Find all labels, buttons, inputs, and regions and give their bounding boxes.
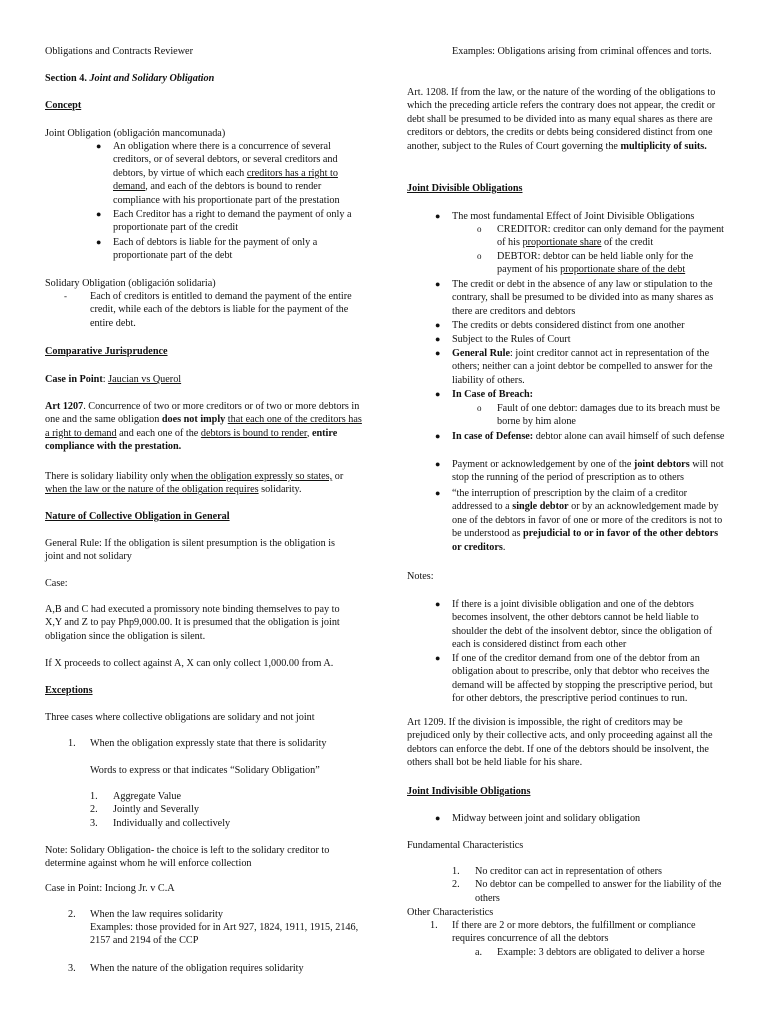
item-text: No debtor can be compelled to answer for the liability of the others	[475, 879, 722, 904]
text-run: joint debtors	[633, 459, 690, 470]
text-run: does not imply	[161, 414, 226, 426]
item-text: Individually and collectively	[113, 817, 231, 829]
bullet-icon: ●	[435, 211, 441, 221]
joint-bullet-1	[96, 140, 358, 207]
text-run: prejudicial to or in favor of the other debtors or creditors	[452, 528, 719, 553]
text-run: debtors is bound to render	[200, 427, 307, 439]
text-run: when the law or the nature of the obligation requires	[45, 484, 259, 496]
examples-criminal: Examples: Obligations arising from criminal offences and torts.	[452, 46, 712, 57]
case-label: Case:	[45, 578, 68, 589]
item-text: Jointly and Severally	[113, 804, 200, 816]
text-run: In case of Defense:	[452, 431, 534, 442]
note-bullet-1	[435, 598, 727, 652]
bullet-text: Each of debtors is liable for the payment of only a proportionate part of the debt	[113, 237, 318, 262]
text-run: General Rule	[452, 348, 511, 359]
case-in-point-1	[45, 373, 181, 386]
sub-text	[497, 250, 725, 277]
words-express-text: Words to express or that indicates “Solidary Obligation”	[90, 765, 320, 776]
text-run: proportionate share of the debt	[560, 264, 686, 276]
text-run: “the interruption of prescription by the claim of a creditor addressed to a	[452, 488, 688, 513]
fundamental-list	[452, 865, 727, 905]
bullet-icon: ●	[435, 389, 441, 399]
note-solidary: Note: Solidary Obligation- the choice is left to the solidary creditor to determine against whom he will enforce collection	[45, 845, 330, 870]
fundamental-list-items	[452, 865, 727, 905]
notes-label: Notes:	[407, 571, 434, 582]
circle-icon: o	[477, 403, 482, 413]
case-text: A,B and C had executed a promissory note binding themselves to pay to X,Y and Z to pay Php9,000.00. It is presumed that the obligation is joint obligation since the obligation is silent.	[45, 604, 340, 642]
text-run: solidarity.	[258, 484, 302, 496]
jdo-bullet-4	[435, 333, 727, 346]
jio-bullet-1	[435, 812, 727, 825]
joint-indivisible-heading: Joint Indivisible Obligations	[407, 786, 531, 797]
jdo-bullet-2	[435, 278, 727, 318]
dash-text: Each of creditors is entitled to demand the payment of the entire credit, while each of the debtors is liable for the payment of the entire debt.	[90, 291, 352, 329]
text-run: or by an acknowledgement made by one of the debtors in favor of one or more of the creditors is not to be understood as	[452, 501, 723, 540]
numbered-item	[452, 878, 727, 905]
text-run: and each one of the	[116, 427, 201, 439]
bullet-text: If one of the creditor demand from one of the debtor from an obligation about to prescribe, only that debtor who receives the demand will be affected by stopping the prescriptive period, but for other debtors, the prescriptive period continues to run.	[452, 653, 713, 705]
text-run: debtor alone can avail himself of such defense	[533, 431, 725, 442]
numbered-item	[90, 790, 360, 803]
jdo-sub-2	[477, 250, 725, 277]
jdo-b6-sub	[477, 402, 725, 429]
joint-divisible-heading: Joint Divisible Obligations	[407, 183, 523, 194]
jdo-bullet-5	[435, 347, 727, 387]
exception-3-text: When the nature of the obligation requires solidarity	[90, 963, 304, 974]
exception-2-number: 2.	[68, 909, 76, 920]
comparative-heading: Comparative Jurisprudence	[45, 346, 168, 357]
jdo-bullet-3	[435, 319, 727, 332]
art-1207	[45, 400, 363, 454]
bullet-text: The credits or debts considered distinct from one another	[452, 320, 685, 331]
nature-heading: Nature of Collective Obligation in General	[45, 511, 230, 522]
text-run: proportionate share	[522, 237, 602, 249]
text-run: DEBTOR: debtor can be held liable only for the payment of his	[497, 251, 694, 276]
sub-text: Fault of one debtor: damages due to its breach must be borne by him alone	[497, 403, 720, 428]
other-text: If there are 2 or more debtors, the fulfillment or compliance requires concurrence of all the debtors	[452, 920, 696, 945]
item-number: 2.	[452, 879, 460, 891]
bullet-icon: ●	[435, 279, 441, 289]
item-number: 1.	[452, 866, 460, 877]
circle-icon: o	[477, 251, 482, 261]
fundamental-label: Fundamental Characteristics	[407, 840, 524, 851]
solidary-liability-text	[45, 470, 357, 497]
bullet-icon: ●	[435, 348, 441, 358]
exception-1-text: When the obligation expressly state that there is solidarity	[90, 738, 327, 749]
general-rule: General Rule: If the obligation is silent presumption is the obligation is joint and not solidary	[45, 538, 336, 563]
text-run: .	[502, 541, 506, 553]
numbered-item	[90, 803, 360, 816]
bullet-text: The most fundamental Effect of Joint Divisible Obligations	[452, 211, 695, 222]
joint-bullet-3	[96, 236, 363, 263]
solidary-dash-item	[64, 290, 365, 330]
words-list	[90, 790, 360, 830]
jdo-bullet-1	[435, 210, 727, 223]
note-bullet-2	[435, 652, 727, 706]
bullet-icon: ●	[435, 334, 441, 344]
bullet-icon: ●	[96, 141, 102, 151]
concept-heading: Concept	[45, 100, 82, 111]
circle-icon: o	[477, 224, 482, 234]
bullet-text: Subject to the Rules of Court	[452, 334, 571, 345]
bullet-icon: ●	[435, 813, 441, 823]
bullet-icon: ●	[435, 431, 441, 441]
item-number: 3.	[90, 817, 98, 829]
section-heading: Section 4. Joint and Solidary Obligation	[45, 73, 215, 84]
text-run: . Concurrence of two or more creditors or of two or more debtors in one and the same obligation	[45, 401, 360, 426]
jdo-sub-1	[477, 223, 725, 250]
text-run: Art 1207	[45, 401, 84, 412]
text-run: :	[102, 374, 109, 385]
sub-text	[497, 223, 725, 250]
text-run: An obligation where there is a concurrence of several creditors, or of several debtors, or several creditors and debtors, by virtue of which each	[113, 141, 338, 179]
bullet-text: Midway between joint and solidary obligation	[452, 813, 641, 824]
three-cases-text: Three cases where collective obligations are solidary and not joint	[45, 712, 315, 723]
doc-title: Obligations and Contracts Reviewer	[45, 46, 193, 57]
text-run: that each one of the creditors has a right to demand	[45, 414, 362, 439]
bullet-text	[452, 487, 727, 554]
rich-text	[113, 140, 358, 207]
jdo-bullet-7	[435, 430, 727, 443]
text-run: CREDITOR: creditor can only demand for the payment of his	[497, 224, 724, 249]
bullet-icon: ●	[435, 599, 441, 609]
text-run: There is solidary liability only	[45, 471, 171, 482]
jdo-bullet-9	[435, 487, 727, 554]
jdo-bullet-8	[435, 458, 727, 485]
bullet-text: The credit or debt in the absence of any law or stipulation to the contrary, shall be presumed to be divided into as many shares as there are creditors and debtors	[452, 279, 714, 317]
jdo-bullet-6	[435, 388, 727, 401]
words-list-items	[90, 790, 360, 830]
bullet-icon: ●	[435, 653, 441, 663]
case-in-point-2: Case in Point: Inciong Jr. v C.A	[45, 883, 175, 894]
bullet-icon: ●	[96, 237, 102, 247]
text-run: , and each of the debtors is bound to render compliance with his proportionate part of the prestation	[113, 181, 340, 206]
bullet-text	[452, 430, 727, 443]
art-1208	[407, 86, 723, 153]
exception-3-number: 3.	[68, 963, 76, 974]
text-run: will not stop the running of the period of prescription as to others	[452, 459, 724, 484]
text-run: Case in Point	[45, 374, 103, 385]
text-run: when the obligation expressly so states,	[170, 471, 333, 482]
other-sub-text: Example: 3 debtors are obligated to deliver a horse	[497, 947, 705, 958]
text-run: of the credit	[601, 237, 654, 249]
text-run: Payment or acknowledgement by one of the	[452, 459, 634, 470]
exceptions-heading: Exceptions	[45, 685, 93, 696]
bullet-text	[452, 347, 727, 387]
joint-bullet-2	[96, 208, 363, 235]
text-run: entire compliance with the prestation.	[45, 427, 338, 453]
x-proceeds-text: If X proceeds to collect against A, X can only collect 1,000.00 from A.	[45, 658, 334, 669]
text-run: ,	[306, 427, 312, 439]
text-run: Jaucian vs Querol	[108, 374, 182, 385]
numbered-item	[452, 865, 727, 878]
other-sub-number: a.	[475, 947, 483, 958]
other-number: 1.	[430, 920, 438, 931]
numbered-item	[90, 817, 360, 830]
item-number: 2.	[90, 804, 98, 816]
dash-icon: -	[64, 291, 67, 301]
bullet-icon: ●	[435, 488, 441, 498]
text-run: multiplicity of suits.	[620, 140, 707, 152]
art-1209: Art 1209. If the division is impossible, the right of creditors may be prejudiced only by their collective acts, and only proceeding against all the debtors can enforce the debt. If one of the debtors should be insolvent, the others shall bot be held liable for his share.	[407, 717, 713, 769]
text-run: creditors has a right to demand	[113, 167, 338, 193]
bullet-icon: ●	[435, 459, 441, 469]
exception-1-number: 1.	[68, 738, 76, 749]
text-run: : joint creditor cannot act in representation of the others; neither can a joint debtor be compelled to answer for the liability of others.	[452, 348, 713, 386]
text-run: or	[332, 471, 344, 482]
bullet-icon: ●	[96, 209, 102, 219]
item-text: No creditor can act in representation of others	[475, 866, 662, 877]
bullet-text	[452, 458, 727, 485]
solidary-obligation-label: Solidary Obligation (obligación solidaria)	[45, 278, 216, 289]
other-label: Other Characteristics	[407, 907, 494, 918]
bullet-text: In Case of Breach:	[452, 389, 534, 400]
bullet-text: Each Creditor has a right to demand the payment of only a proportionate part of the credit	[113, 209, 352, 234]
text-run: Art. 1208. If from the law, or the nature of the wording of the obligations to which the preceding article refers the contrary does not appear, the credit or debt shall be presumed to be divided into as many equal shares as there are creditors or debtors, the credits or debts being considered distinct from one another, subject to the Rules of Court governing the	[407, 87, 716, 152]
joint-obligation-label: Joint Obligation (obligación mancomunada)	[45, 128, 226, 139]
exception-2-text: When the law requires solidarity	[90, 909, 223, 920]
bullet-icon: ●	[435, 320, 441, 330]
item-number: 1.	[90, 791, 98, 802]
bullet-text: If there is a joint divisible obligation and one of the debtors becomes insolvent, the other debtors cannot be held liable to shoulder the debt of the insolvent debtor, since the obligation of each is considered distinct from each other	[452, 599, 713, 651]
exception-2-sub: Examples: those provided for in Art 927, 1824, 1911, 1915, 2146, 2157 and 2194 of the CCP	[90, 922, 359, 947]
text-run: single debtor	[512, 501, 569, 513]
item-text: Aggregate Value	[113, 791, 181, 802]
